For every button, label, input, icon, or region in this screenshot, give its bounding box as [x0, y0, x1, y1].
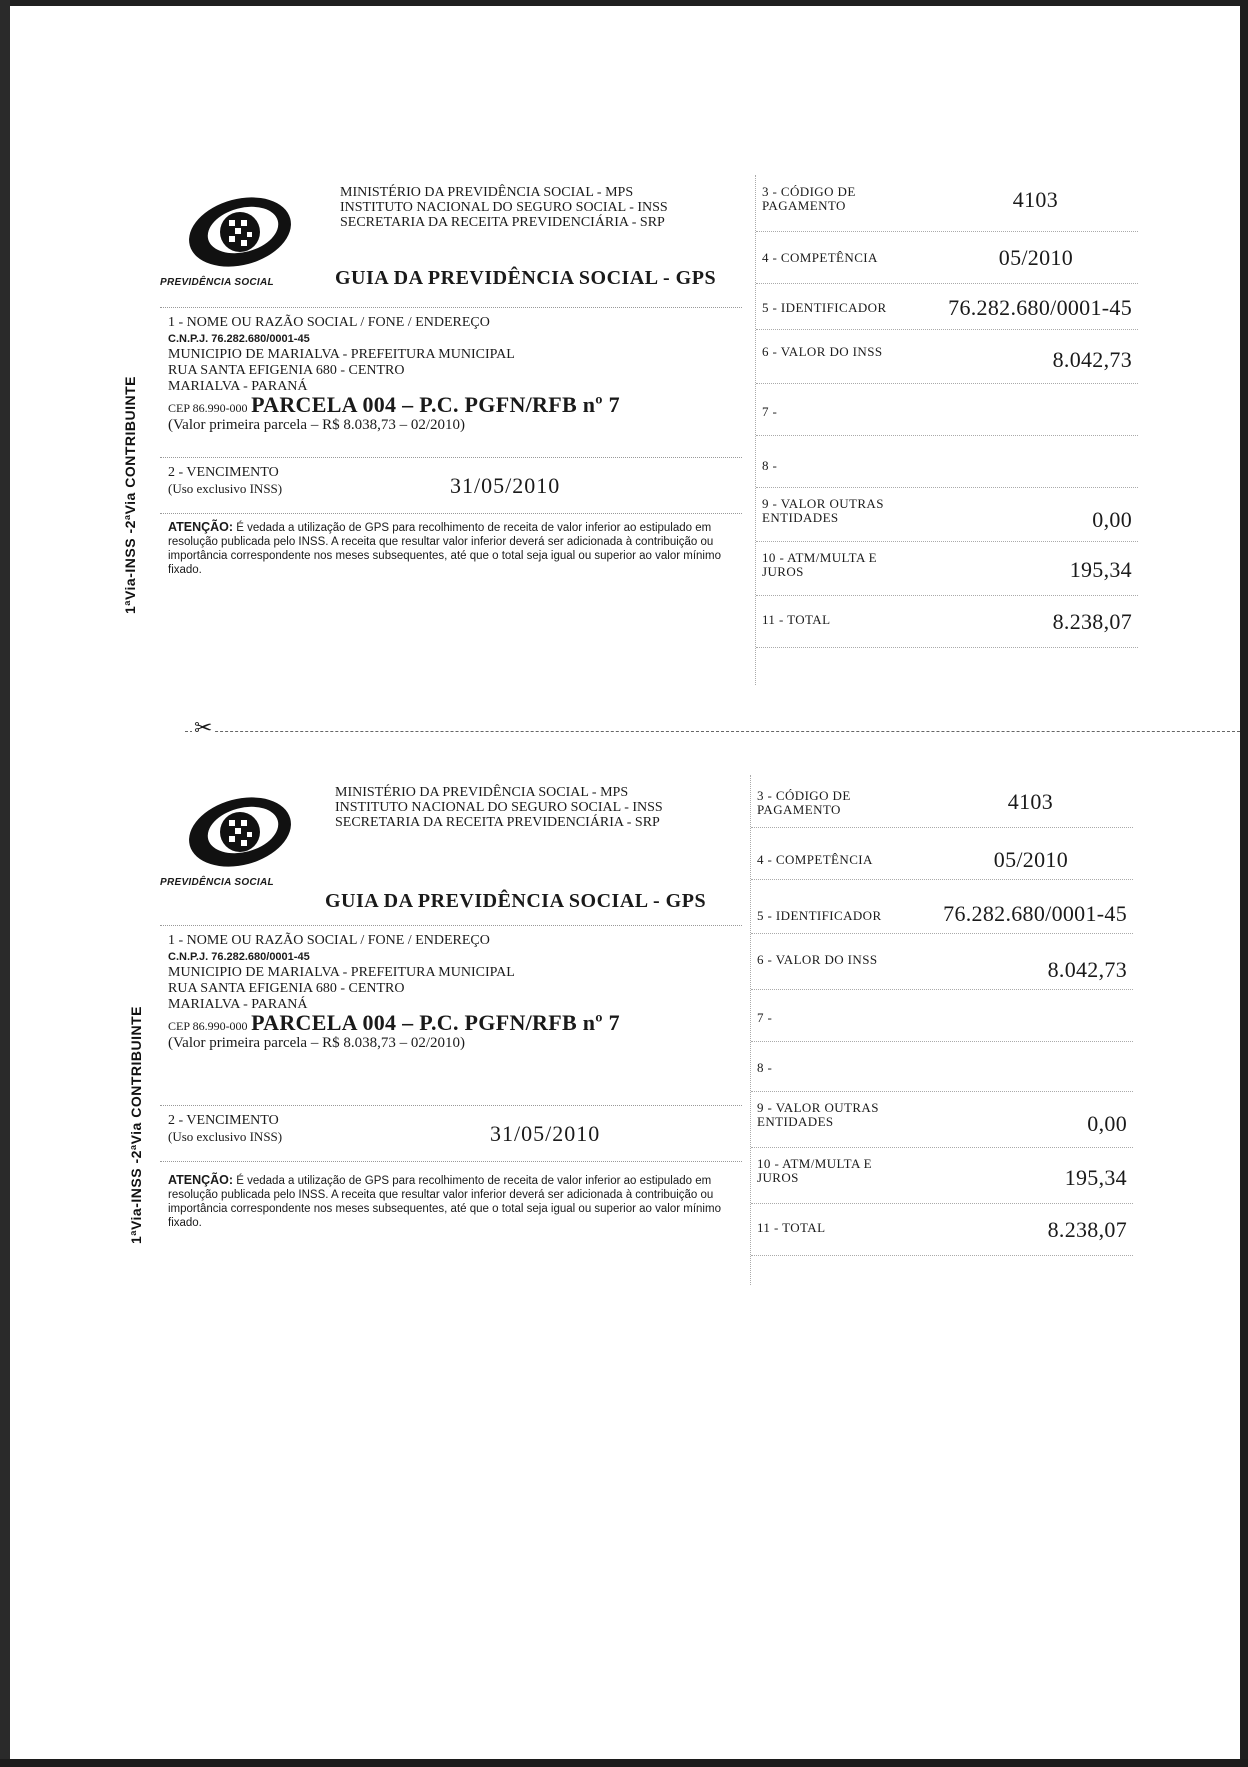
- field-8-label: 8 -: [757, 1060, 773, 1075]
- scissors-icon: ✂: [194, 716, 213, 741]
- cep-parcela-line: [168, 1010, 738, 1035]
- notice-title: ATENÇÃO:: [168, 1173, 234, 1187]
- notice-text: É vedada a utilização de GPS para recolhimento de receita de valor inferior ao estipulado em resolução publicada pelo INSS. A receita que resultar valor inferior deverá ser adicionada à contribuição ou importância correspondente nos meses subsequentes, até que o total seja igual ou superior ao valor mínimo fixado.: [168, 1175, 721, 1229]
- total-label: 11 - TOTAL: [757, 1220, 826, 1235]
- field-row-competencia: [756, 231, 1138, 284]
- form-title: GUIA DA PREVIDÊNCIA SOCIAL - GPS: [335, 267, 717, 289]
- outras-label: 9 - VALOR OUTRAS ENTIDADES: [757, 1100, 879, 1129]
- competencia-value: 05/2010: [998, 245, 1073, 270]
- field-row-outras: [756, 487, 1138, 542]
- field-row-outras: [751, 1091, 1133, 1148]
- divider: [160, 307, 742, 308]
- competencia-label: 4 - COMPETÊNCIA: [762, 250, 878, 265]
- valor-inss-label: 6 - VALOR DO INSS: [757, 952, 878, 967]
- field-7-label: 7 -: [757, 1010, 773, 1025]
- scan-edge-top: [0, 0, 1248, 6]
- contributor-block: [168, 315, 738, 433]
- ministry-line: MINISTÉRIO DA PREVIDÊNCIA SOCIAL - MPS: [335, 785, 629, 800]
- previdencia-logo-icon: [185, 790, 295, 875]
- identificador-value: 76.282.680/0001-45: [943, 901, 1127, 926]
- divider: [160, 925, 742, 926]
- due-label-block: [168, 465, 282, 497]
- field-row-total: [751, 1203, 1133, 1256]
- field-row-7: [756, 383, 1138, 436]
- notice-text: É vedada a utilização de GPS para recolhimento de receita de valor inferior ao estipulado em resolução publicada pelo INSS. A receita que resultar valor inferior deverá ser adicionada à contribuição ou importância correspondente nos meses subsequentes, até que o total seja igual ou superior ao valor mínimo fixado.: [168, 522, 721, 576]
- field-row-codigo: [751, 775, 1133, 828]
- contributor-street: RUA SANTA EFIGENIA 680 - CENTRO: [168, 363, 405, 378]
- institute-line: INSTITUTO NACIONAL DO SEGURO SOCIAL - INSS: [335, 800, 663, 815]
- codigo-value: 4103: [1012, 187, 1058, 212]
- field-8-label: 8 -: [762, 458, 778, 473]
- codigo-label: 3 - CÓDIGO DE PAGAMENTO: [757, 788, 851, 817]
- contributor-block: [168, 933, 738, 1051]
- due-label: 2 - VENCIMENTO: [168, 465, 279, 480]
- divider: [160, 1105, 742, 1106]
- divider: [160, 513, 742, 514]
- brand-wordmark: PREVIDÊNCIA SOCIAL: [160, 877, 274, 888]
- first-installment: (Valor primeira parcela – R$ 8.038,73 – 02/2010): [168, 1035, 466, 1051]
- divider: [160, 457, 742, 458]
- competencia-label: 4 - COMPETÊNCIA: [757, 852, 873, 867]
- parcela-title: PARCELA 004 – P.C. PGFN/RFB nº 7: [251, 392, 620, 417]
- field-row-competencia: [751, 827, 1133, 880]
- field-row-multa: [756, 541, 1138, 596]
- field-row-codigo: [756, 175, 1138, 232]
- outras-value: 0,00: [1092, 507, 1132, 532]
- cut-line: [185, 731, 1240, 732]
- total-label: 11 - TOTAL: [762, 612, 831, 627]
- total-value: 8.238,07: [1052, 609, 1132, 634]
- form-left-panel: [160, 775, 742, 1285]
- field-row-identificador: [751, 879, 1133, 934]
- copy-side-label: 1ªVia-INSS -2ªVia CONTRIBUINTE: [128, 1006, 144, 1245]
- field-row-valor-inss: [756, 329, 1138, 384]
- brand-wordmark: PREVIDÊNCIA SOCIAL: [160, 277, 274, 288]
- gps-form-second-copy: [128, 775, 1135, 1285]
- scan-edge-bottom: [0, 1759, 1248, 1767]
- identificador-value: 76.282.680/0001-45: [948, 295, 1132, 320]
- multa-label: 10 - ATM/MULTA E JUROS: [762, 550, 878, 579]
- cnpj: C.N.P.J. 76.282.680/0001-45: [168, 333, 310, 345]
- cep-parcela-line: [168, 392, 738, 417]
- contributor-city: MARIALVA - PARANÁ: [168, 379, 308, 394]
- secretariat-line: SECRETARIA DA RECEITA PREVIDENCIÁRIA - SRP: [340, 215, 665, 230]
- ministry-header: [335, 785, 725, 830]
- outras-value: 0,00: [1087, 1111, 1127, 1136]
- field-row-identificador: [756, 283, 1138, 330]
- notice: [168, 1173, 738, 1230]
- due-date: 31/05/2010: [450, 473, 561, 498]
- form-right-panel: [750, 775, 1133, 1285]
- gps-form-first-copy: [122, 175, 1135, 685]
- ministry-line: MINISTÉRIO DA PREVIDÊNCIA SOCIAL - MPS: [340, 185, 634, 200]
- identificador-label: 5 - IDENTIFICADOR: [762, 300, 887, 315]
- cep: CEP 86.990-000: [168, 401, 248, 415]
- identificador-label: 5 - IDENTIFICADOR: [757, 908, 882, 923]
- contributor-city: MARIALVA - PARANÁ: [168, 997, 308, 1012]
- multa-value: 195,34: [1069, 557, 1132, 582]
- contributor-name: MUNICIPIO DE MARIALVA - PREFEITURA MUNICIPAL: [168, 965, 515, 980]
- institute-line: INSTITUTO NACIONAL DO SEGURO SOCIAL - INSS: [340, 200, 668, 215]
- cep: CEP 86.990-000: [168, 1019, 248, 1033]
- valor-inss-label: 6 - VALOR DO INSS: [762, 344, 883, 359]
- scan-edge-right: [1240, 0, 1248, 1767]
- notice: [168, 520, 738, 577]
- contributor-label: 1 - NOME OU RAZÃO SOCIAL / FONE / ENDEREÇO: [168, 933, 490, 948]
- field-row-valor-inss: [751, 933, 1133, 990]
- field-row-8: [751, 1041, 1133, 1092]
- previdencia-logo-icon: [185, 190, 295, 275]
- secretariat-line: SECRETARIA DA RECEITA PREVIDENCIÁRIA - SRP: [335, 815, 660, 830]
- form-title: GUIA DA PREVIDÊNCIA SOCIAL - GPS: [325, 890, 707, 912]
- due-date: 31/05/2010: [490, 1121, 601, 1146]
- field-row-7: [751, 989, 1133, 1042]
- ministry-header: [340, 185, 730, 230]
- due-sublabel: (Uso exclusivo INSS): [168, 481, 283, 496]
- contributor-name: MUNICIPIO DE MARIALVA - PREFEITURA MUNICIPAL: [168, 347, 515, 362]
- codigo-label: 3 - CÓDIGO DE PAGAMENTO: [762, 184, 856, 213]
- field-row-total: [756, 595, 1138, 648]
- form-right-panel: [755, 175, 1138, 685]
- due-label-block: [168, 1113, 282, 1145]
- total-value: 8.238,07: [1047, 1217, 1127, 1242]
- codigo-value: 4103: [1007, 789, 1053, 814]
- due-sublabel: (Uso exclusivo INSS): [168, 1129, 283, 1144]
- valor-inss-value: 8.042,73: [1047, 957, 1127, 982]
- parcela-title: PARCELA 004 – P.C. PGFN/RFB nº 7: [251, 1010, 620, 1035]
- outras-label: 9 - VALOR OUTRAS ENTIDADES: [762, 496, 884, 525]
- contributor-label: 1 - NOME OU RAZÃO SOCIAL / FONE / ENDEREÇO: [168, 315, 490, 330]
- due-label: 2 - VENCIMENTO: [168, 1113, 279, 1128]
- multa-value: 195,34: [1064, 1165, 1127, 1190]
- first-installment: (Valor primeira parcela – R$ 8.038,73 – 02/2010): [168, 417, 466, 433]
- multa-label: 10 - ATM/MULTA E JUROS: [757, 1156, 873, 1185]
- scan-edge-left: [0, 0, 10, 1767]
- divider: [160, 1161, 742, 1162]
- field-7-label: 7 -: [762, 404, 778, 419]
- valor-inss-value: 8.042,73: [1052, 347, 1132, 372]
- competencia-value: 05/2010: [993, 847, 1068, 872]
- cnpj: C.N.P.J. 76.282.680/0001-45: [168, 951, 310, 963]
- form-left-panel: [160, 175, 742, 685]
- contributor-street: RUA SANTA EFIGENIA 680 - CENTRO: [168, 981, 405, 996]
- copy-side-label: 1ªVia-INSS -2ªVia CONTRIBUINTE: [122, 376, 138, 615]
- notice-title: ATENÇÃO:: [168, 520, 234, 534]
- field-row-multa: [751, 1147, 1133, 1204]
- field-row-8: [756, 435, 1138, 488]
